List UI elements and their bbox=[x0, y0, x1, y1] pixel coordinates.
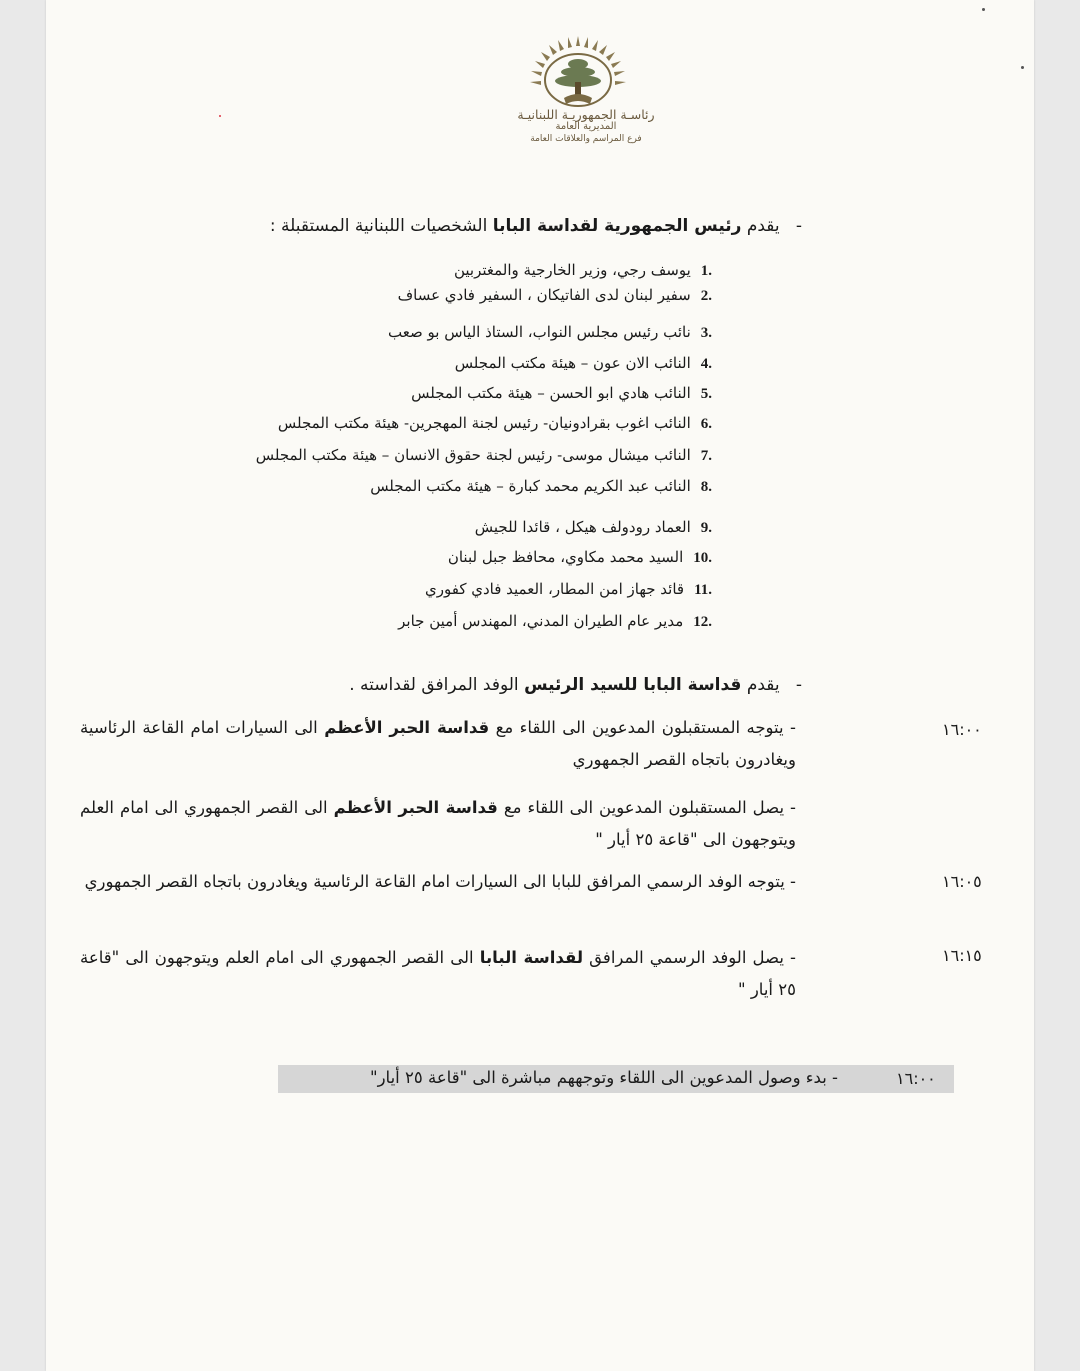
intro-bold: قداسة البابا للسيد الرئيس bbox=[524, 675, 742, 695]
intro-presenting-personalities bbox=[270, 216, 802, 236]
list-item-number: .9 bbox=[700, 520, 712, 536]
list-item-number: .2 bbox=[700, 288, 712, 304]
cedar-emblem-logo bbox=[524, 36, 632, 112]
schedule-entry bbox=[80, 792, 796, 856]
header-subtitle: المديرية العامة bbox=[555, 121, 617, 132]
entry-pre: - يتوجه المستقبلون المدعوين الى اللقاء مع bbox=[495, 718, 796, 737]
list-item-number: .12 bbox=[693, 614, 712, 630]
list-item bbox=[475, 518, 712, 537]
intro-post: الشخصيات اللبنانية المستقبلة : bbox=[269, 216, 488, 236]
entry-bold: لقداسة البابا bbox=[479, 948, 584, 967]
list-item bbox=[256, 446, 712, 465]
schedule-time: ١٦:٠٠ bbox=[942, 720, 982, 739]
list-item-text: يوسف رجي، وزير الخارجية والمغتربين bbox=[453, 261, 691, 279]
intro-post: الوفد المرافق لقداسته . bbox=[349, 675, 519, 695]
entry-post: الى السيارات امام القاعة الرئاسية ويغادرون باتجاه القصر الجمهوري bbox=[80, 718, 796, 769]
list-item bbox=[398, 612, 712, 631]
list-item bbox=[425, 580, 712, 599]
list-item-number: .6 bbox=[700, 416, 712, 432]
document-page bbox=[46, 0, 1034, 1371]
list-item-text: العماد رودولف هيكل ، قائدا للجيش bbox=[474, 518, 691, 536]
schedule-time: ١٦:٠٠ bbox=[896, 1069, 936, 1088]
list-item bbox=[388, 323, 712, 342]
speck bbox=[1021, 66, 1024, 69]
list-item-text: سفير لبنان لدى الفاتيكان ، السفير فادي عساف bbox=[397, 286, 691, 304]
list-item-number: .7 bbox=[700, 448, 712, 464]
schedule-entry bbox=[80, 866, 796, 898]
entry-pre: - يصل المستقبلون المدعوين الى اللقاء مع bbox=[503, 798, 797, 817]
list-item-text: قائد جهاز امن المطار، العميد فادي كفوري bbox=[425, 580, 685, 598]
list-item-number: .4 bbox=[700, 356, 712, 372]
list-item-number: .8 bbox=[700, 479, 712, 495]
list-item-text: النائب ميشال موسى- رئيس لجنة حقوق الانسان – هيئة مكتب المجلس bbox=[255, 446, 691, 464]
list-item-number: .1 bbox=[700, 263, 712, 279]
list-item bbox=[370, 477, 712, 496]
list-item-text: النائب اغوب بقرادونيان- رئيس لجنة المهجرين- هيئة مكتب المجلس bbox=[277, 414, 691, 432]
intro-bold: رئيس الجمهورية لقداسة البابا bbox=[492, 216, 742, 236]
entry-pre: - يصل الوفد الرسمي المرافق bbox=[589, 948, 797, 967]
list-item-text: مدير عام الطيران المدني، المهندس أمين جابر bbox=[398, 612, 684, 630]
header-department: فرع المراسم والعلاقات العامة bbox=[530, 134, 642, 144]
intro-presenting-delegation bbox=[349, 675, 802, 695]
list-item-number: .11 bbox=[694, 582, 712, 598]
list-item-text: نائب رئيس مجلس النواب، الستاذ الياس بو صعب bbox=[388, 323, 691, 341]
list-item bbox=[411, 384, 712, 403]
list-item-text: النائب الان عون – هيئة مكتب المجلس bbox=[454, 354, 691, 372]
header-title: رئاسـة الجمهوريـة اللبنانيـة bbox=[517, 107, 655, 122]
list-item-text: السيد محمد مكاوي، محافظ جبل لبنان bbox=[447, 548, 684, 566]
list-item bbox=[278, 414, 712, 433]
schedule-time: ١٦:١٥ bbox=[942, 946, 982, 965]
schedule-entry bbox=[80, 712, 796, 776]
list-item-text: النائب عبد الكريم محمد كبارة – هيئة مكتب المجلس bbox=[370, 477, 691, 495]
list-item-text: النائب هادي ابو الحسن – هيئة مكتب المجلس bbox=[411, 384, 691, 402]
arrival-text: - بدء وصول المدعوين الى اللقاء وتوجههم مباشرة الى "قاعة ٢٥ أيار" bbox=[369, 1068, 838, 1087]
list-item bbox=[448, 548, 712, 567]
list-item-number: .3 bbox=[700, 325, 712, 341]
schedule-entry bbox=[80, 942, 796, 1006]
intro-pre: يقدم bbox=[746, 675, 780, 695]
list-item bbox=[454, 261, 712, 280]
entry-pre: - يتوجه الوفد الرسمي المرافق للبابا الى السيارات امام القاعة الرئاسية ويغادرون باتجاه القصر الجمهوري bbox=[84, 872, 796, 891]
list-item bbox=[455, 354, 712, 373]
list-item-number: .10 bbox=[693, 550, 712, 566]
speck bbox=[219, 115, 221, 117]
entry-post: الى القصر الجمهوري الى امام العلم ويتوجهون الى "قاعة ٢٥ أيار " bbox=[80, 948, 796, 999]
schedule-time: ١٦:٠٥ bbox=[942, 872, 982, 891]
speck bbox=[982, 8, 985, 11]
entry-bold: قداسة الحبر الأعظم bbox=[333, 798, 498, 817]
entry-bold: قداسة الحبر الأعظم bbox=[324, 718, 490, 737]
dash: - bbox=[795, 675, 802, 695]
list-item-number: .5 bbox=[700, 386, 712, 402]
highlighted-arrival-row bbox=[278, 1065, 954, 1093]
list-item bbox=[398, 286, 712, 305]
dash: - bbox=[795, 216, 802, 236]
intro-pre: يقدم bbox=[746, 216, 780, 236]
entry-post: الى القصر الجمهوري الى امام العلم ويتوجهون الى "قاعة ٢٥ أيار " bbox=[80, 798, 796, 849]
